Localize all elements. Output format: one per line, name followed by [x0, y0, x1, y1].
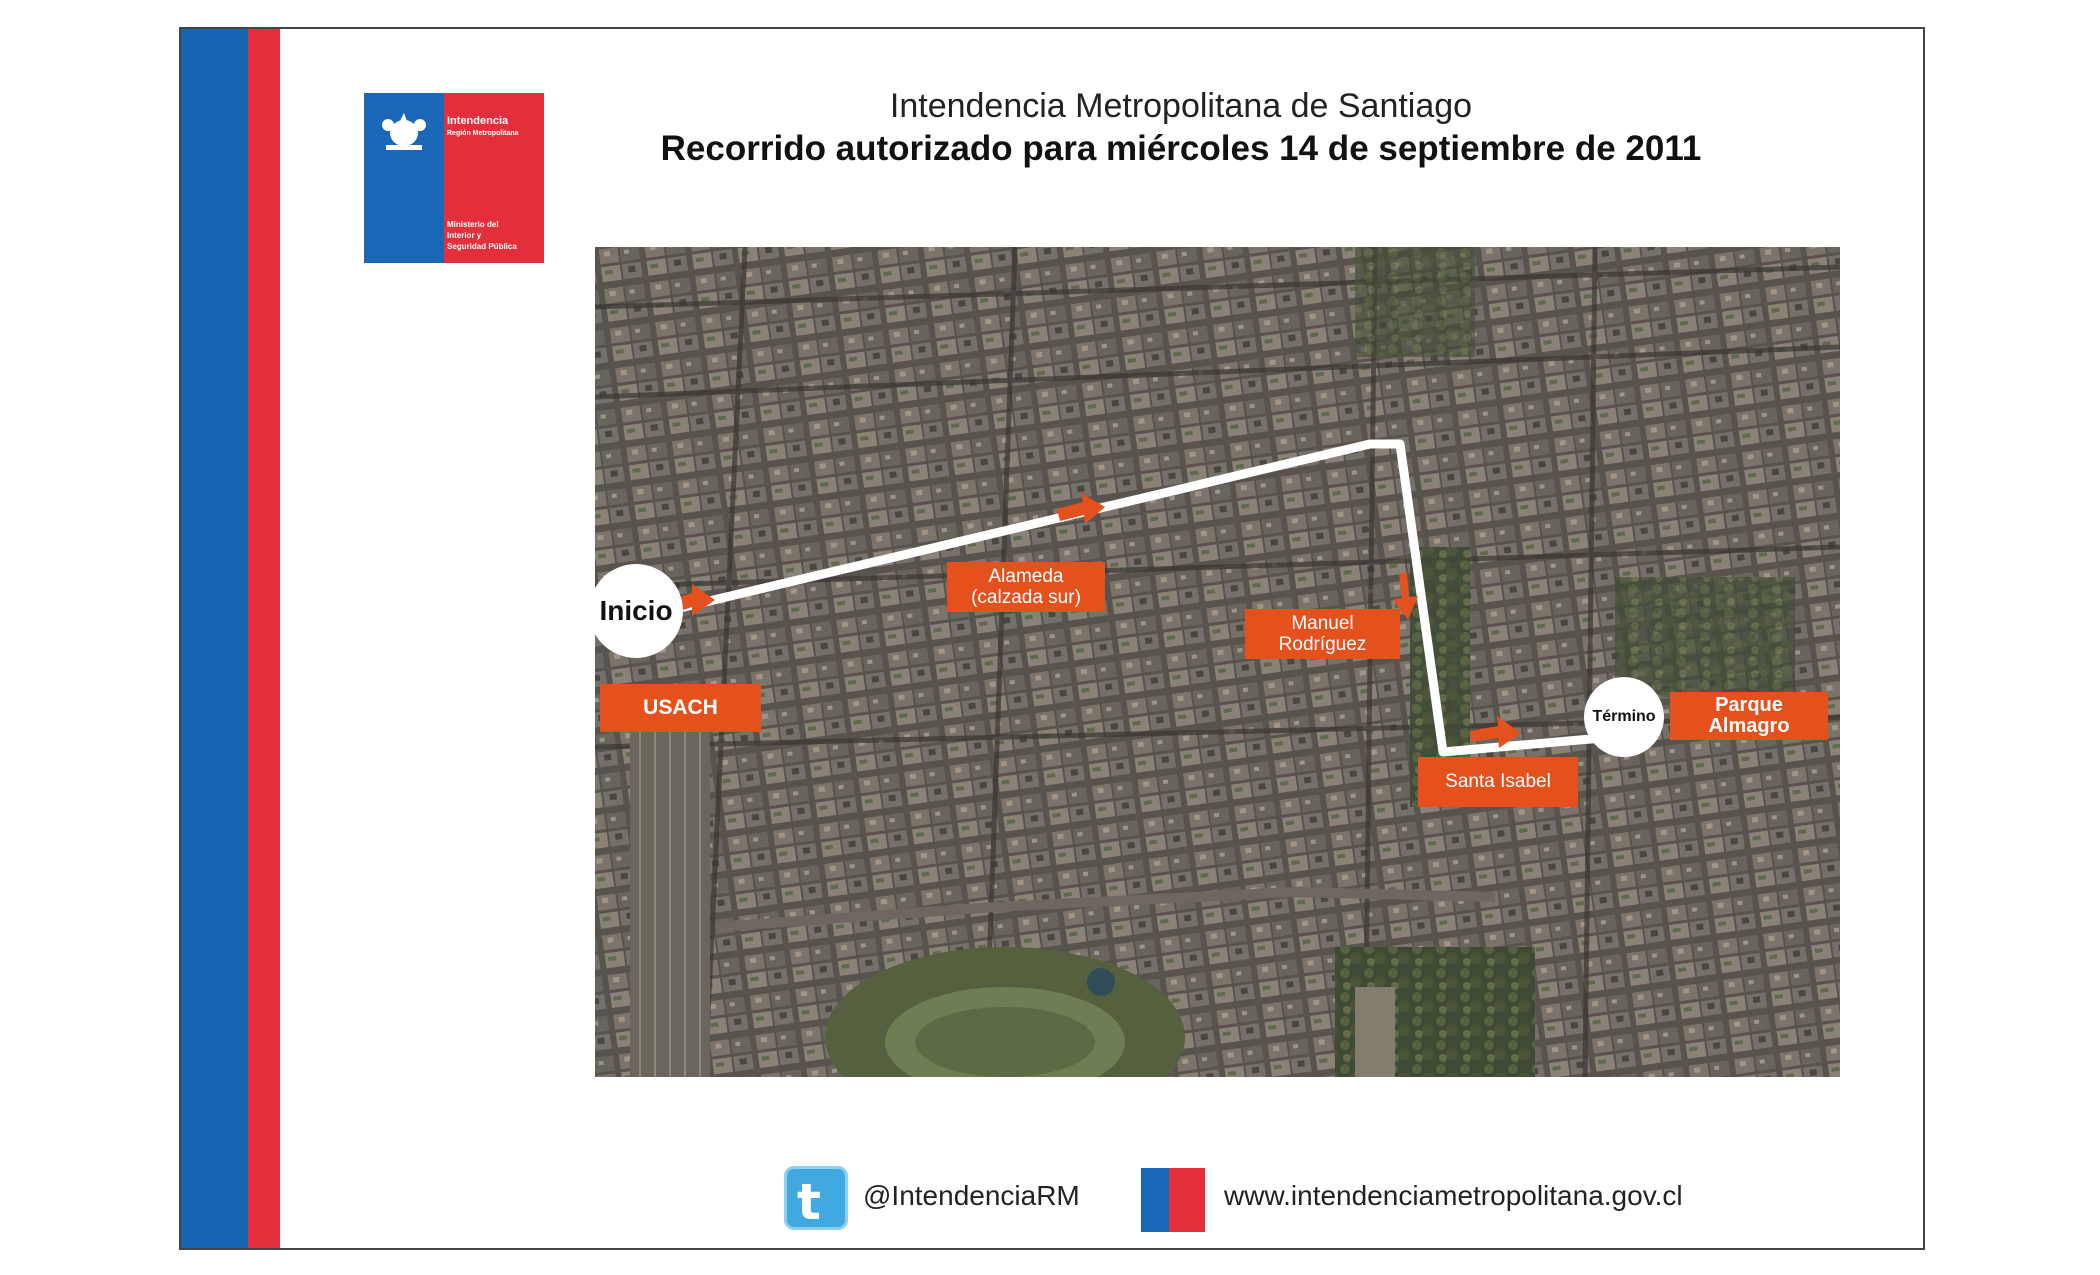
logo-ministry: Ministerio del Interior y Seguridad Pública — [447, 220, 517, 251]
poster-frame — [179, 27, 1925, 1250]
page-subtitle: Recorrido autorizado para miércoles 14 de septiembre de 2011 — [660, 129, 1702, 168]
alameda-label: Alameda (calzada sur) — [947, 562, 1105, 612]
end-marker: Término — [1584, 677, 1664, 757]
manuel-rodriguez-label: Manuel Rodríguez — [1245, 609, 1400, 659]
logo-subtitle: Región Metropolitana — [447, 130, 519, 137]
start-marker: Inicio — [595, 564, 683, 658]
intendencia-logo — [364, 93, 544, 263]
map-canvas — [595, 247, 1840, 1077]
start-label: USACH — [600, 684, 761, 732]
twitter-handle[interactable]: @IntendenciaRM — [863, 1180, 1080, 1211]
page-title: Intendencia Metropolitana de Santiago — [889, 87, 1473, 125]
coat-of-arms-icon — [376, 107, 432, 157]
logo-title: Intendencia — [447, 115, 509, 127]
end-label: Parque Almagro — [1670, 692, 1828, 740]
satellite-map — [595, 247, 1840, 1077]
twitter-icon[interactable]: t — [784, 1166, 848, 1230]
santa-isabel-label: Santa Isabel — [1418, 757, 1578, 807]
footer-intendencia-logo-icon — [1141, 1168, 1205, 1232]
red-stripe — [248, 29, 280, 1248]
blue-stripe — [181, 29, 248, 1248]
website-link[interactable]: www.intendenciametropolitana.gov.cl — [1224, 1180, 1683, 1211]
